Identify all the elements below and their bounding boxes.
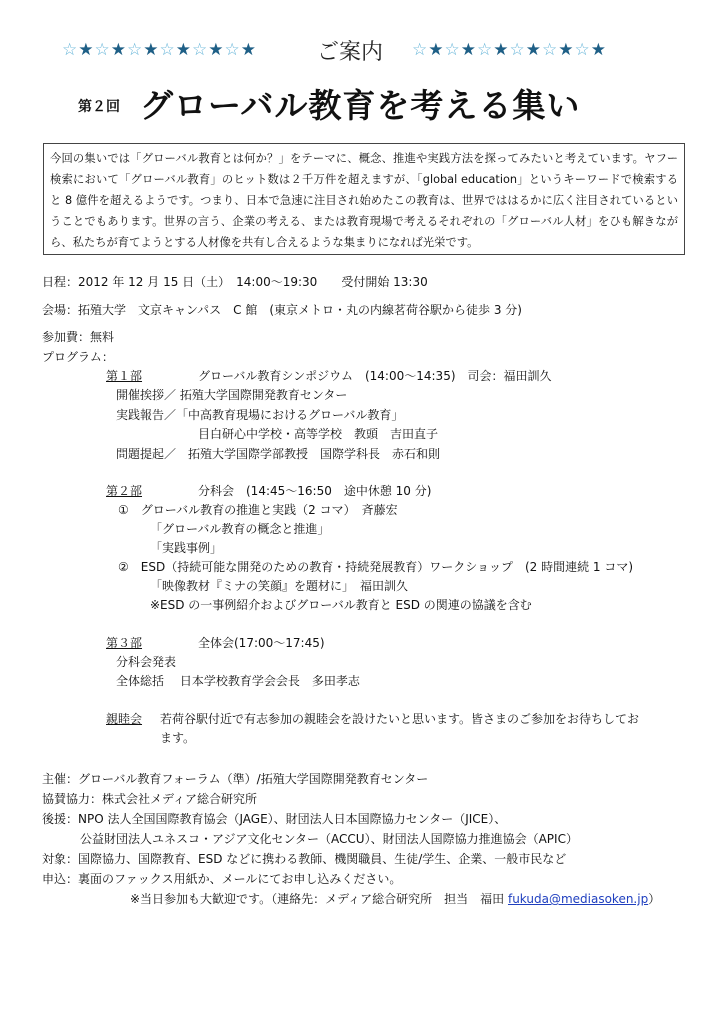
stars-right: ☆★☆★☆★☆★☆★☆★ <box>412 40 607 60</box>
event-venue: 会場：拓殖大学 文京キャンパス C 館 (東京メトロ・丸の内線茗荷谷駅から徒歩 3 分) <box>42 303 522 317</box>
contact-line <box>130 892 660 907</box>
social-line: 若荷谷駅付近で有志参加の親睦会を設けたいと思います。皆さまのご参加をお待ちしてお <box>160 712 640 726</box>
part2-line: ② ESD（持続可能な開発のための教育・持続発展教育）ワークショップ (2 時間連続 1 コマ) <box>118 560 634 574</box>
social-line: ます。 <box>160 731 196 745</box>
part1-line: 目白研心中学校・高等学校 教頭 吉田直子 <box>198 427 439 441</box>
event-fee: 参加費：無料 <box>42 330 115 344</box>
support-line: 後援：NPO 法人全国国際教育協会（JAGE）、財団法人日本国際協力センター（JICE）、 <box>42 812 507 826</box>
part2-label: 第２部 <box>106 484 143 498</box>
part3-title: 全体会(17:00～17:45) <box>198 636 325 650</box>
walkin-text: ※当日参加も大歓迎です。（連絡先：メディア総合研究所 担当 福田 <box>130 892 505 906</box>
part1-line: 開催挨拶／ 拓殖大学国際開発教育センター <box>116 388 348 402</box>
edition-label: 第２回 <box>78 99 120 115</box>
intro-text: 今回の集いでは「グローバル教育とは何か？」をテーマに、概念、推進や実践方法を探ってみたいと考えています。ヤフー検索において「グローバル教育」のヒット数は２千万件を超えますが、「global education」というキーワードで検索すると 8 億件を超えるようです。つまり、日本で急速に注目され始めたこの教育は、世界でははるかに広く注目されているということでもあります。世界の言う、企業の考える、または教育現場で考えるそれぞれの「グローバル人材」をひも解きながら、私たちが育てようとする人材像を共有し合えるような集まりになれば光栄です。 <box>50 152 678 249</box>
organizer: 主催：グローバル教育フォーラム（準）/拓殖大学国際開発教育センター <box>42 772 429 786</box>
event-date: 日程：2012 年 12 月 15 日（土） 14:00～19:30 受付開始 13:30 <box>42 275 428 289</box>
part2-line: ① グローバル教育の推進と実践（2 コマ） 斉藤宏 <box>118 503 398 517</box>
part3-label: 第３部 <box>106 636 143 650</box>
part3-line: 全体総括 日本学校教育学会会長 多田孝志 <box>116 674 360 688</box>
part1-line: 問題提起／ 拓殖大学国際学部教授 国際学科長 赤石和則 <box>116 447 441 461</box>
part1-line: 実践報告／「中高教育現場におけるグローバル教育」 <box>116 408 404 422</box>
email-link[interactable]: fukuda@mediasoken.jp <box>507 892 649 906</box>
part2-line: ※ESD の一事例紹介およびグローバル教育と ESD の関連の協議を含む <box>150 598 532 612</box>
social-label: 親睦会 <box>106 712 143 726</box>
target-audience: 対象：国際協力、国際教育、ESD などに携わる教師、機関職員、生徒/学生、企業、一般市民など <box>42 852 567 866</box>
page-title: グローバル教育を考える集い <box>140 86 581 125</box>
part3-line: 分科会発表 <box>116 655 177 669</box>
part1-label: 第１部 <box>106 369 143 383</box>
stars-left: ☆★☆★☆★☆★☆★☆★ <box>62 40 257 60</box>
application: 申込：裏面のファックス用紙か、メールにてお申し込みください。 <box>42 872 402 886</box>
support-line: 公益財団法人ユネスコ・アジア文化センター（ACCU）、財団法人国際協力推進協会（APIC） <box>80 832 578 846</box>
part2-line: 「グローバル教育の概念と推進」 <box>150 522 330 536</box>
close-paren: ） <box>648 892 661 906</box>
intro-box <box>43 143 685 255</box>
part2-title: 分科会 (14:45～16:50 途中休憩 10 分) <box>198 484 432 498</box>
sponsor: 協賛協力：株式会社メディア総合研究所 <box>42 792 258 806</box>
guide-heading: ご案内 <box>317 40 384 65</box>
part2-line: 「映像教材『ミナの笑顔』を題材に」 福田訓久 <box>150 579 409 593</box>
part1-title: グローバル教育シンポジウム (14:00～14:35) 司会：福田訓久 <box>198 369 552 383</box>
program-label: プログラム： <box>42 350 114 364</box>
part2-line: 「実践事例」 <box>150 541 223 555</box>
